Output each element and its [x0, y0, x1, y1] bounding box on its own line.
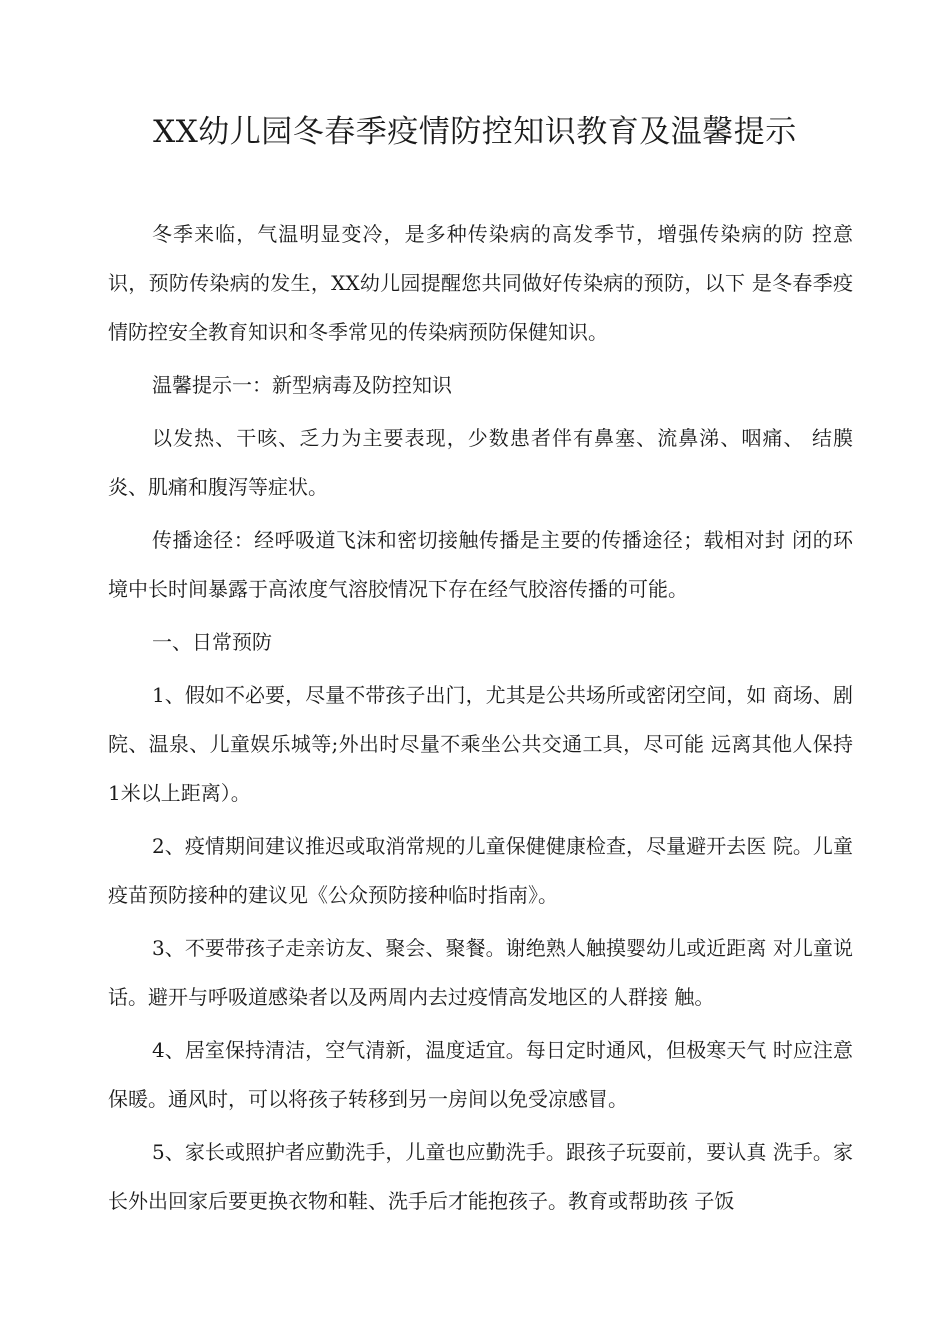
- document-title: XX幼儿园冬春季疫情防控知识教育及温馨提示: [153, 114, 797, 150]
- paragraph-symptoms: 以发热、干咳、乏力为主要表现，少数患者伴有鼻塞、流鼻涕、咽痛、 结膜炎、肌痛和腹泻等症状。: [108, 426, 853, 499]
- paragraph-item-1: 1、假如不必要，尽量不带孩子出门，尤其是公共场所或密闭空间，如 商场、剧院、温泉、儿童娱乐城等;外出时尽量不乘坐公共交通工具，尽可能 远离其他人保持1米以上距离）。: [108, 683, 853, 805]
- paragraph-item-2: 2、疫情期间建议推迟或取消常规的儿童保健健康检查，尽量避开去医 院。儿童疫苗预防接种的建议见《公众预防接种临时指南》。: [108, 834, 853, 907]
- paragraph-item-5: 5、家长或照护者应勤洗手，儿童也应勤洗手。跟孩子玩耍前，要认真 洗手。家长外出回家后要更换衣物和鞋、洗手后才能抱孩子。教育或帮助孩 子饭: [108, 1140, 853, 1213]
- paragraph-tip-heading: 温馨提示一：新型病毒及防控知识: [152, 373, 452, 397]
- paragraph-transmission: 传播途径：经呼吸道飞沫和密切接触传播是主要的传播途径；载相对封 闭的环境中长时间暴露于高浓度气溶胶情况下存在经气胶溶传播的可能。: [108, 528, 853, 601]
- paragraph-section-heading: 一、日常预防: [152, 630, 272, 654]
- document-body: [108, 210, 853, 1230]
- paragraph-item-3: 3、不要带孩子走亲访友、聚会、聚餐。谢绝熟人触摸婴幼儿或近距离 对儿童说话。避开与呼吸道感染者以及两周内去过疫情高发地区的人群接 触。: [108, 936, 853, 1009]
- paragraph-intro: 冬季来临，气温明显变冷，是多种传染病的高发季节，增强传染病的防 控意识，预防传染病的发生，XX幼儿园提醒您共同做好传染病的预防，以下 是冬春季疫情防控安全教育知识和冬季常见的传染病预防保健知识。: [108, 222, 853, 344]
- paragraph-item-4: 4、居室保持清洁，空气清新，温度适宜。每日定时通风，但极寒天气 时应注意保暖。通风时，可以将孩子转移到另一房间以免受凉感冒。: [108, 1038, 853, 1111]
